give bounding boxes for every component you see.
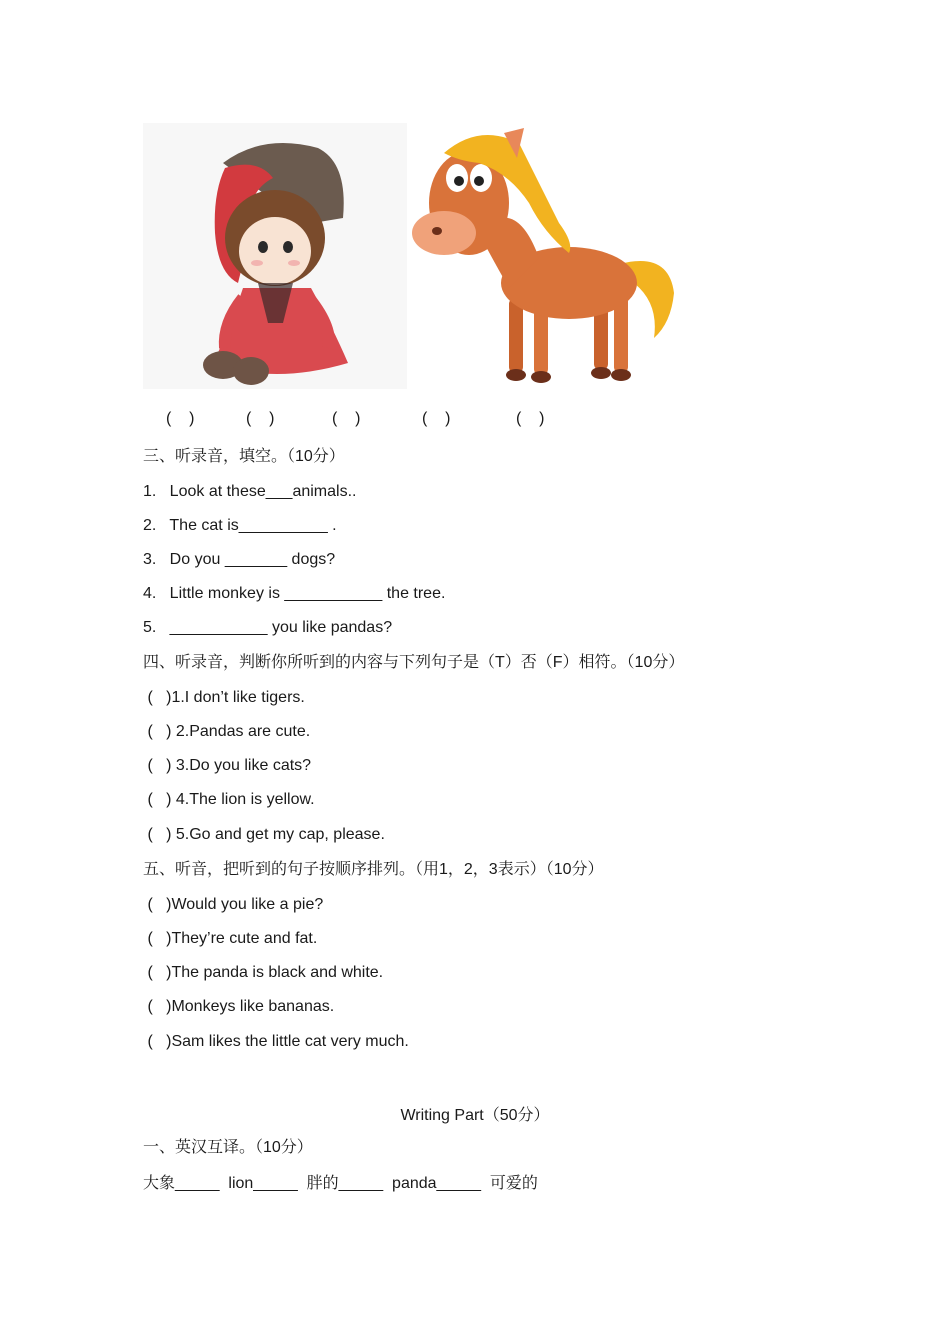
picture-row <box>143 123 683 389</box>
section5-item-3: ( )The panda is black and white. <box>143 964 384 981</box>
answer-slot-3[interactable]: ( ) <box>332 410 361 427</box>
section4-item-1: ( )1.I don’t like tigers. <box>143 689 305 706</box>
section3-item-2: 2. The cat is__________ . <box>143 517 337 534</box>
section5-item-1: ( )Would you like a pie? <box>143 896 324 913</box>
section4-heading: 四、听录音，判断你所听到的内容与下列句子是（T）否（F）相符。（10分） <box>143 654 685 671</box>
section3-item-4: 4. Little monkey is ___________ the tree. <box>143 585 446 602</box>
doll-picture <box>143 123 407 389</box>
section4-item-5: ( ) 5.Go and get my cap, please. <box>143 826 385 843</box>
answer-slot-2[interactable]: ( ) <box>246 410 275 427</box>
section5-item-5: ( )Sam likes the little cat very much. <box>143 1033 409 1050</box>
answer-slot-5[interactable]: ( ) <box>516 410 545 427</box>
writing-q1-heading: 一、英汉互译。（10分） <box>143 1139 313 1156</box>
section3-item-5: 5. ___________ you like pandas? <box>143 619 393 636</box>
section3-item-1: 1. Look at these___animals.. <box>143 483 357 500</box>
section5-item-4: ( )Monkeys like bananas. <box>143 998 335 1015</box>
section4-item-4: ( ) 4.The lion is yellow. <box>143 791 315 808</box>
section5-heading: 五、听音，把听到的句子按顺序排列。（用1，2，3表示）（10分） <box>143 861 604 878</box>
answer-slot-4[interactable]: ( ) <box>422 410 451 427</box>
horse-picture <box>409 123 679 389</box>
section5-item-2: ( )They’re cute and fat. <box>143 930 318 947</box>
section4-item-3: ( ) 3.Do you like cats? <box>143 757 312 774</box>
section3-item-3: 3. Do you _______ dogs? <box>143 551 336 568</box>
writing-q1-line: 大象_____ lion_____ 胖的_____ panda_____ 可爱的 <box>143 1175 538 1192</box>
horse-illustration <box>409 123 679 389</box>
section4-item-2: ( ) 2.Pandas are cute. <box>143 723 311 740</box>
section3-heading: 三、听录音，填空。（10分） <box>143 448 345 465</box>
doll-illustration <box>143 123 407 389</box>
writing-part-title: Writing Part（50分） <box>400 1107 550 1124</box>
answer-slot-1[interactable]: ( ) <box>166 410 195 427</box>
